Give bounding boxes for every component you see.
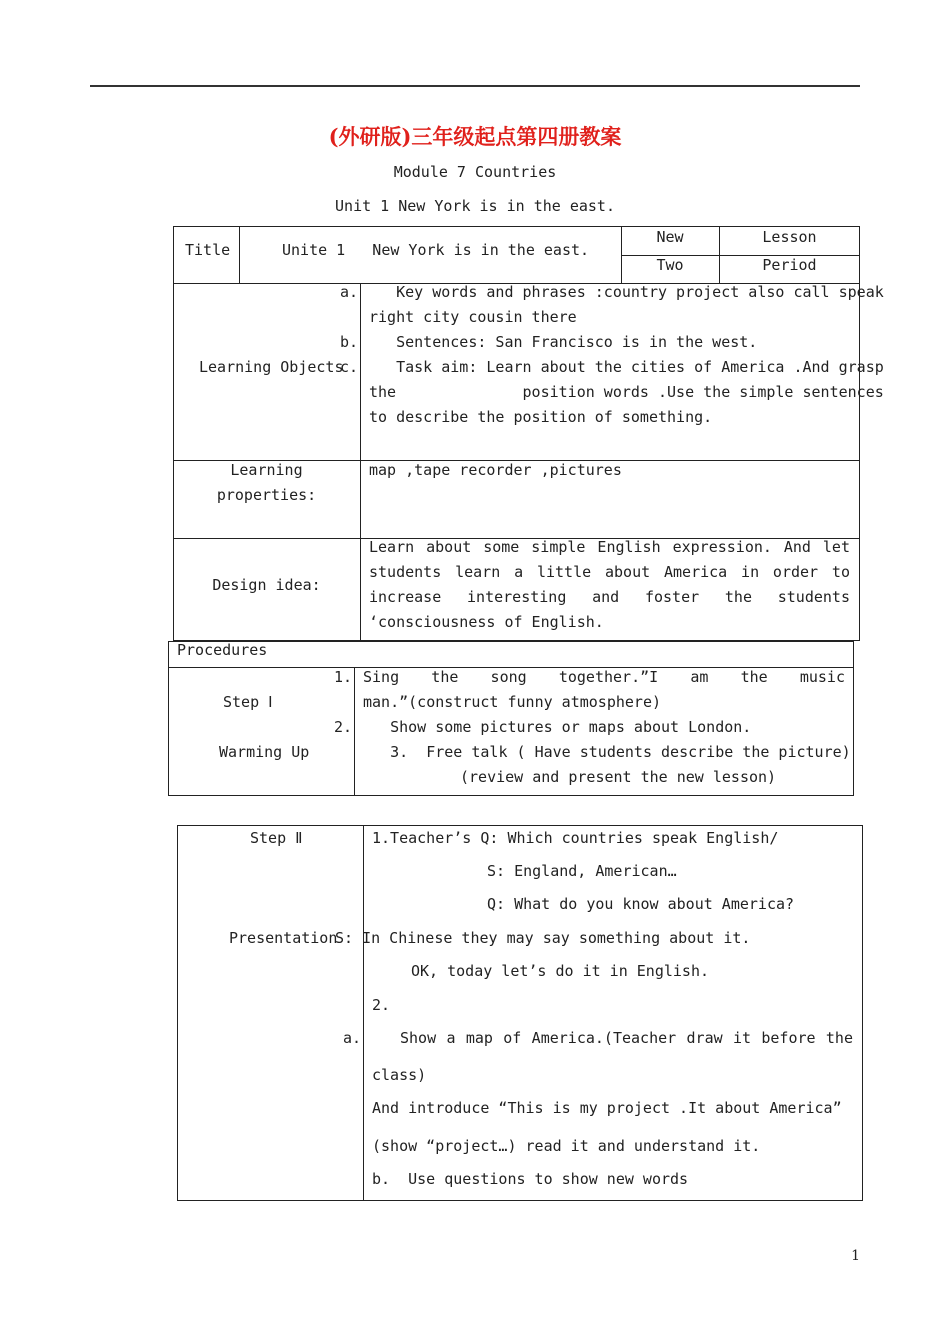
design-line: increase interesting and foster the students [369, 588, 850, 606]
objects-mark-a: a. [340, 283, 359, 301]
title-value: Unite 1 New York is in the east. [282, 241, 590, 259]
step2-line: S: In Chinese they may say something about it. [335, 929, 751, 947]
design-label: Design idea: [212, 576, 321, 594]
design-line: Learn about some simple English expression. And let [369, 538, 850, 556]
procedure-line: Show some pictures or maps about London. [363, 718, 752, 736]
step1-label: Step Ⅰ [223, 693, 273, 711]
two-cell: Two [656, 256, 684, 274]
procedures-label: Procedures [177, 641, 268, 659]
objects-mark-b: b. [340, 333, 359, 351]
step2-line: 1.Teacher’s Q: Which countries speak English/ [372, 829, 779, 847]
properties-label: properties: [216, 486, 317, 504]
page-number: 1 [851, 1248, 860, 1264]
step2-line: b. Use questions to show new words [372, 1170, 689, 1188]
objects-line: right city cousin there [369, 308, 577, 326]
step2-line: 2. [372, 996, 391, 1014]
properties-value: map ,tape recorder ,pictures [369, 461, 622, 479]
title-label: Title [185, 241, 231, 259]
step2-line: And introduce “This is my project .It about America” [372, 1099, 842, 1117]
properties-label: Learning [230, 461, 303, 479]
step2-line: Q: What do you know about America? [487, 895, 795, 913]
objects-line: the position words .Use the simple sentences [369, 383, 884, 401]
objects-line: to describe the position of something. [369, 408, 713, 426]
top-rule [90, 85, 860, 87]
new-cell: New [656, 228, 684, 246]
objects-line: Task aim: Learn about the cities of America .And grasp [369, 358, 884, 376]
col-divider [354, 667, 355, 796]
step1-mark-2: 2. [334, 718, 353, 736]
step2-line: (show “project…) read it and understand it. [372, 1137, 761, 1155]
objects-line: Key words and phrases :country project also call speak [369, 283, 884, 301]
period-cell: Period [762, 256, 817, 274]
step1-sub: Warming Up [219, 743, 310, 761]
procedure-line: Sing the song together.”I am the music [363, 668, 845, 686]
lesson-cell: Lesson [762, 228, 817, 246]
document-title: (外研版)三年级起点第四册教案 [328, 124, 622, 149]
procedure-line: 3. Free talk ( Have students describe the picture) [363, 743, 851, 761]
col-divider [363, 825, 364, 1201]
procedure-line: (review and present the new lesson) [460, 768, 777, 786]
unit-heading: Unit 1 New York is in the east. [335, 197, 615, 215]
objects-mark-c: c. [340, 358, 359, 376]
step2-label: Step Ⅱ [250, 829, 303, 847]
step2-line: OK, today let’s do it in English. [411, 962, 710, 980]
step2-line: S: England, American… [487, 862, 677, 880]
procedure-line: man.”(construct funny atmosphere) [363, 693, 662, 711]
objects-label: Learning Objects [199, 358, 344, 376]
design-line: ‘consciousness of English. [369, 613, 604, 631]
step2-line: class) [372, 1066, 427, 1084]
design-line: students learn a little about America in order to [369, 563, 850, 581]
col-divider [239, 226, 240, 283]
step2-sub: Presentation [229, 929, 338, 947]
objects-line: Sentences: San Francisco is in the west. [369, 333, 758, 351]
step2-mark-a: a. [343, 1029, 362, 1047]
col-divider [360, 283, 361, 641]
step2-line: Show a map of America.(Teacher draw it before the [400, 1029, 853, 1047]
step1-mark-1: 1. [334, 668, 353, 686]
module-heading: Module 7 Countries [393, 163, 557, 181]
